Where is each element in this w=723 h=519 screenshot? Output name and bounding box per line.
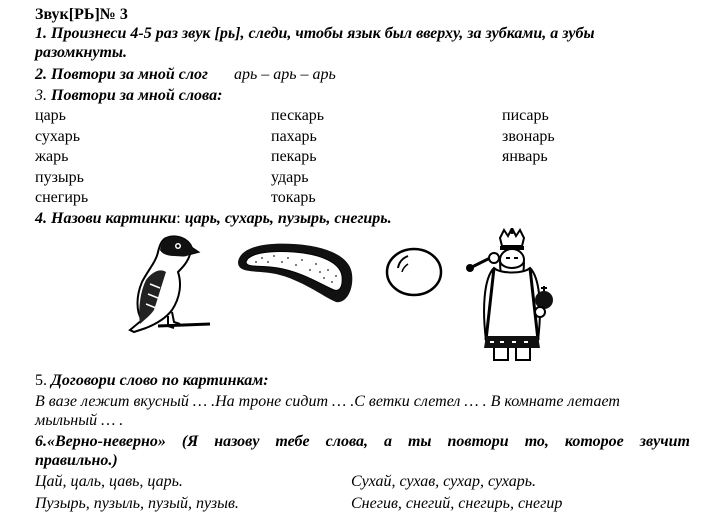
task3-num: 3. xyxy=(35,87,47,104)
task2-syllables: арь – арь – арь xyxy=(233,66,336,83)
bird-picture xyxy=(122,232,212,334)
task1-line2: разомкнуты. xyxy=(35,44,128,61)
word-item: январь xyxy=(502,148,548,165)
word-item: сухарь xyxy=(35,127,81,145)
rusk-picture xyxy=(232,240,358,308)
page-title: Звук[РЬ]№ 3 xyxy=(35,6,128,23)
word-item: токарь xyxy=(271,189,316,206)
task4-colon: : xyxy=(176,210,185,227)
task2-label: 2. Повтори за мной слог xyxy=(35,66,208,83)
task4-heading xyxy=(35,209,392,228)
word-item: писарь xyxy=(502,107,549,124)
task6-row-1-right: Сухай, сухав, сухар, сухарь. xyxy=(351,473,536,490)
task1-line1: 1. Произнеси 4-5 раз звук [рь], следи, чтобы язык был вверху, за зубками, а зубы xyxy=(35,25,595,42)
king-picture xyxy=(464,228,558,364)
task5-line1: В вазе лежит вкусный … .На троне сидит … .С ветки слетел … . В комнате летает xyxy=(35,393,620,410)
word-item: ударь xyxy=(271,168,309,186)
task4-label: 4. Назови картинки xyxy=(35,210,177,227)
task5-label: Договори слово по картинкам: xyxy=(47,372,269,389)
task3-heading xyxy=(35,86,222,105)
word-column-2 xyxy=(271,106,324,209)
bubble-picture xyxy=(384,246,446,298)
task2 xyxy=(35,65,336,84)
word-item: пахарь xyxy=(271,127,317,145)
task6-row-2-right: Снегив, снегий, снегирь, снегир xyxy=(351,495,563,512)
word-column-1 xyxy=(35,106,88,209)
task6-row-1-left: Цай, цаль, цавь, царь. xyxy=(35,473,183,490)
task6-label-line2: правильно.) xyxy=(35,452,118,469)
word-item: царь xyxy=(35,107,66,124)
task5-num: 5. xyxy=(35,372,47,389)
task5-heading xyxy=(35,371,269,390)
word-item: пузырь xyxy=(35,168,84,186)
word-item: пескарь xyxy=(271,107,325,124)
task5-line2: мыльный … . xyxy=(35,412,124,429)
task4-words: царь, сухарь, пузырь, снегирь. xyxy=(184,210,392,227)
word-item: пекарь xyxy=(271,148,317,165)
task3-label: Повтори за мной слова: xyxy=(47,87,223,104)
word-item: снегирь xyxy=(35,189,89,206)
word-item: звонарь xyxy=(502,127,555,145)
task6-label: 6.«Верно-неверно» (Я назову тебе слова, а ты повтори то, которое звучит xyxy=(35,433,690,450)
task6-row-2-left: Пузырь, пузыль, пузый, пузыв. xyxy=(35,495,239,512)
word-column-3 xyxy=(502,106,555,168)
word-item: жарь xyxy=(35,148,69,165)
